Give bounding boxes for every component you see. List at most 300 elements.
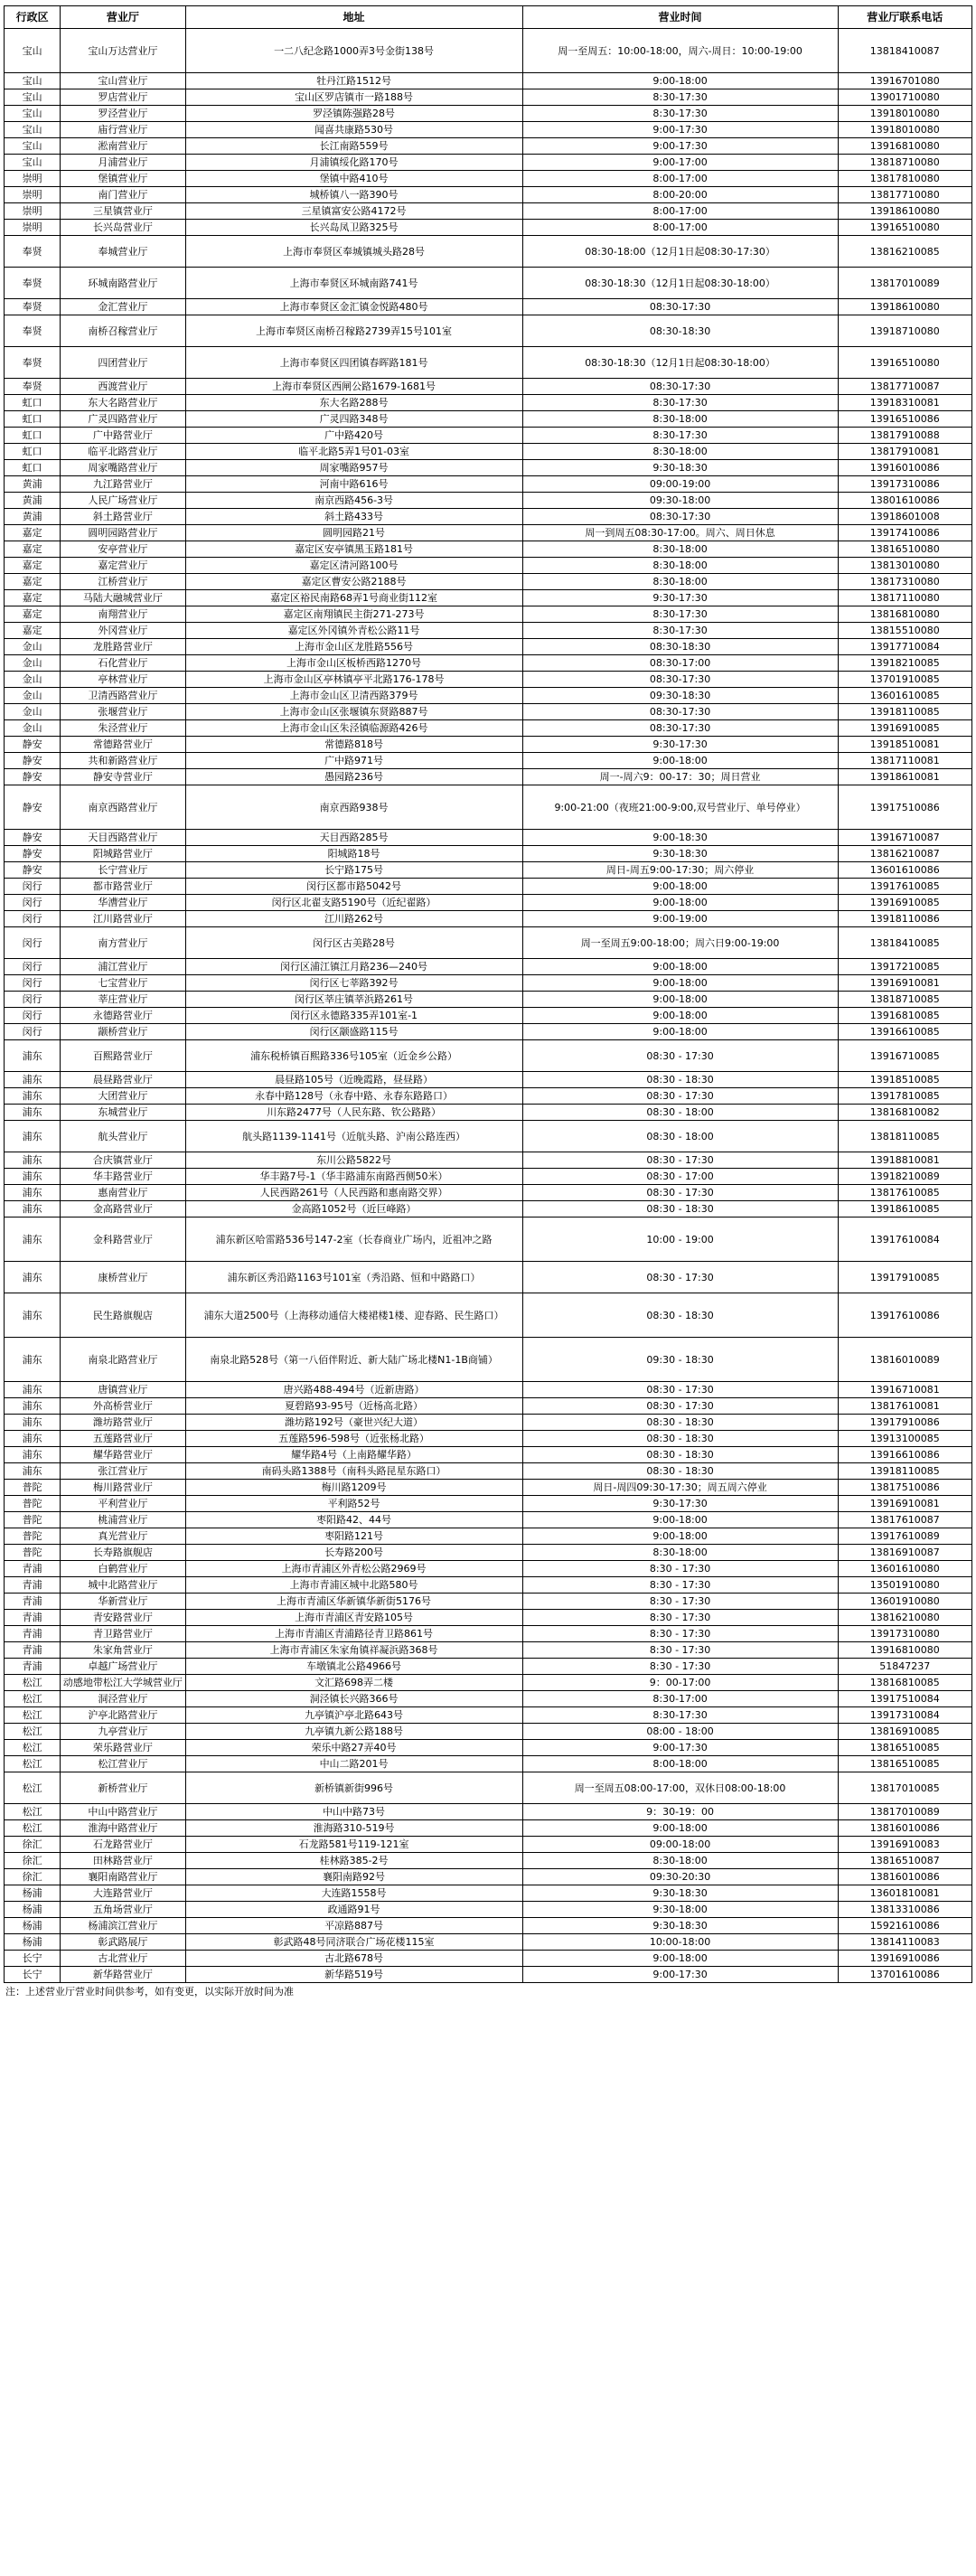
cell-address: 闵行区莘庄镇莘浜路261号 <box>185 992 522 1008</box>
cell-address: 襄阳南路92号 <box>185 1869 522 1885</box>
cell-address: 金高路1052号（近巨峰路） <box>185 1201 522 1217</box>
cell-hours: 9:00-17:30 <box>522 138 838 155</box>
cell-phone: 13918210085 <box>838 655 971 672</box>
cell-branch: 航头营业厅 <box>61 1121 185 1152</box>
cell-hours: 9:30-17:30 <box>522 590 838 606</box>
cell-address: 夏碧路93-95号（近杨高北路） <box>185 1398 522 1415</box>
cell-phone: 13917810085 <box>838 1088 971 1105</box>
cell-phone: 13817310080 <box>838 574 971 590</box>
cell-phone: 13917610089 <box>838 1528 971 1545</box>
cell-phone: 13916910081 <box>838 1496 971 1512</box>
cell-hours: 08:30-18:30（12月1日起08:30-18:00） <box>522 268 838 299</box>
cell-hours: 08:30-18:30 <box>522 315 838 347</box>
cell-phone: 13918310081 <box>838 395 971 411</box>
cell-district: 静安 <box>5 753 61 769</box>
cell-address: 嘉定区南翔镇民主街271-273号 <box>185 606 522 623</box>
cell-hours: 8:30-17:30 <box>522 606 838 623</box>
cell-address: 上海市金山区龙胜路556号 <box>185 639 522 655</box>
cell-hours: 8:30-18:00 <box>522 1853 838 1869</box>
cell-district: 宝山 <box>5 106 61 122</box>
table-row <box>5 395 972 411</box>
cell-address: 宝山区罗店镇市一路188号 <box>185 89 522 106</box>
table-row <box>5 959 972 975</box>
cell-phone: 13917510086 <box>838 785 971 830</box>
cell-hours: 08:30 - 18:00 <box>522 1121 838 1152</box>
cell-branch: 新华路营业厅 <box>61 1967 185 1983</box>
cell-branch: 斜土路营业厅 <box>61 509 185 525</box>
table-row <box>5 1415 972 1431</box>
cell-district: 杨浦 <box>5 1918 61 1934</box>
table-row <box>5 590 972 606</box>
cell-hours: 08:30-18:00（12月1日起08:30-17:30） <box>522 236 838 268</box>
cell-phone: 13916701080 <box>838 73 971 89</box>
cell-address: 上海市青浦区外青松公路2969号 <box>185 1561 522 1577</box>
table-row <box>5 29 972 73</box>
cell-hours: 8:30-18:00 <box>522 541 838 558</box>
cell-phone: 13916610086 <box>838 1447 971 1463</box>
cell-phone: 13916710081 <box>838 1382 971 1398</box>
cell-address: 九亭镇沪亭北路643号 <box>185 1707 522 1724</box>
cell-address: 古北路678号 <box>185 1951 522 1967</box>
table-row <box>5 1480 972 1496</box>
cell-district: 杨浦 <box>5 1902 61 1918</box>
cell-hours: 8:30 - 17:30 <box>522 1626 838 1642</box>
table-row <box>5 1072 972 1088</box>
cell-hours: 9:30-18:30 <box>522 1918 838 1934</box>
cell-phone: 13917610084 <box>838 1217 971 1262</box>
cell-district: 浦东 <box>5 1217 61 1262</box>
cell-district: 徐汇 <box>5 1837 61 1853</box>
cell-phone: 13916010086 <box>838 460 971 476</box>
table-row <box>5 623 972 639</box>
table-header-row <box>5 6 972 29</box>
cell-branch: 新桥营业厅 <box>61 1772 185 1804</box>
cell-district: 普陀 <box>5 1528 61 1545</box>
cell-address: 上海市金山区朱泾镇临源路426号 <box>185 720 522 737</box>
cell-district: 静安 <box>5 785 61 830</box>
cell-hours: 8:30 - 17:30 <box>522 1561 838 1577</box>
cell-hours: 10:00 - 19:00 <box>522 1217 838 1262</box>
cell-address: 中山二路201号 <box>185 1756 522 1772</box>
table-row <box>5 830 972 846</box>
cell-hours: 9:30-17:30 <box>522 1496 838 1512</box>
cell-phone: 13815510080 <box>838 623 971 639</box>
cell-phone: 13817010089 <box>838 268 971 299</box>
cell-address: 江川路262号 <box>185 911 522 927</box>
cell-hours: 9:00-18:00 <box>522 73 838 89</box>
table-row <box>5 122 972 138</box>
cell-address: 浦东大道2500号（上海移动通信大楼裙楼1楼、迎春路、民生路口） <box>185 1293 522 1338</box>
cell-hours: 9:00-18:00 <box>522 992 838 1008</box>
cell-hours: 10:00-18:00 <box>522 1934 838 1951</box>
cell-phone: 13916510086 <box>838 411 971 428</box>
cell-phone: 13916510080 <box>838 220 971 236</box>
cell-hours: 09:00-18:00 <box>522 1837 838 1853</box>
cell-phone: 13918610081 <box>838 769 971 785</box>
table-row <box>5 879 972 895</box>
cell-hours: 9:00-18:00 <box>522 1951 838 1967</box>
cell-phone: 13817710087 <box>838 379 971 395</box>
cell-district: 闵行 <box>5 879 61 895</box>
cell-phone: 13918510081 <box>838 737 971 753</box>
table-row <box>5 1951 972 1967</box>
cell-district: 青浦 <box>5 1610 61 1626</box>
table-row <box>5 236 972 268</box>
cell-address: 罗泾镇陈强路28号 <box>185 106 522 122</box>
cell-branch: 静安寺营业厅 <box>61 769 185 785</box>
cell-phone: 13917510084 <box>838 1691 971 1707</box>
cell-branch: 白鹤营业厅 <box>61 1561 185 1577</box>
cell-district: 虹口 <box>5 395 61 411</box>
cell-phone: 13501910080 <box>838 1577 971 1594</box>
cell-hours: 8:30-17:30 <box>522 395 838 411</box>
cell-branch: 七宝营业厅 <box>61 975 185 992</box>
cell-address: 长江南路559号 <box>185 138 522 155</box>
table-row <box>5 1853 972 1869</box>
cell-hours: 09:30-20:30 <box>522 1869 838 1885</box>
cell-district: 浦东 <box>5 1088 61 1105</box>
cell-branch: 长寿路旗舰店 <box>61 1545 185 1561</box>
table-row <box>5 1217 972 1262</box>
cell-phone: 13916710087 <box>838 830 971 846</box>
cell-address: 上海市青浦区青浦路径青卫路861号 <box>185 1626 522 1642</box>
cell-district: 宝山 <box>5 73 61 89</box>
cell-district: 静安 <box>5 830 61 846</box>
cell-address: 天目西路285号 <box>185 830 522 846</box>
cell-phone: 13814110083 <box>838 1934 971 1951</box>
cell-phone: 13918610080 <box>838 203 971 220</box>
cell-phone: 13816010086 <box>838 1869 971 1885</box>
cell-district: 浦东 <box>5 1415 61 1431</box>
cell-phone: 13817710080 <box>838 187 971 203</box>
cell-branch: 梅川路营业厅 <box>61 1480 185 1496</box>
table-header <box>5 6 972 29</box>
cell-address: 月浦镇绥化路170号 <box>185 155 522 171</box>
cell-district: 浦东 <box>5 1382 61 1398</box>
cell-address: 嘉定区裕民南路68弄1号商业街112室 <box>185 590 522 606</box>
cell-branch: 松江营业厅 <box>61 1756 185 1772</box>
table-row <box>5 1707 972 1724</box>
cell-district: 青浦 <box>5 1642 61 1659</box>
cell-phone: 13601610085 <box>838 688 971 704</box>
cell-address: 上海市金山区亭林镇亭平北路176-178号 <box>185 672 522 688</box>
cell-phone: 13817610081 <box>838 1398 971 1415</box>
cell-address: 闵行区北翟支路5190号（近纪翟路） <box>185 895 522 911</box>
cell-branch: 长宁营业厅 <box>61 862 185 879</box>
table-row <box>5 1496 972 1512</box>
cell-phone: 13701910085 <box>838 672 971 688</box>
cell-hours: 08:30 - 17:30 <box>522 1185 838 1201</box>
cell-address: 嘉定区外冈镇外青松公路11号 <box>185 623 522 639</box>
table-row <box>5 672 972 688</box>
cell-hours: 8:30-17:30 <box>522 1707 838 1724</box>
cell-hours: 周日-周五9:00-17:30；周六停业 <box>522 862 838 879</box>
cell-hours: 8:00-17:00 <box>522 203 838 220</box>
table-row <box>5 655 972 672</box>
cell-phone: 13816210085 <box>838 236 971 268</box>
cell-branch: 青卫路营业厅 <box>61 1626 185 1642</box>
cell-hours: 8:00-17:00 <box>522 220 838 236</box>
cell-address: 九亭镇九新公路188号 <box>185 1724 522 1740</box>
cell-district: 金山 <box>5 655 61 672</box>
cell-phone: 13917610086 <box>838 1293 971 1338</box>
cell-address: 车墩镇北公路4966号 <box>185 1659 522 1675</box>
cell-address: 上海市奉贤区奉城镇城头路28号 <box>185 236 522 268</box>
cell-phone: 13917910085 <box>838 1262 971 1293</box>
cell-address: 广中路971号 <box>185 753 522 769</box>
table-row <box>5 138 972 155</box>
cell-branch: 金汇营业厅 <box>61 299 185 315</box>
cell-district: 静安 <box>5 862 61 879</box>
cell-address: 南京西路456-3号 <box>185 493 522 509</box>
table-row <box>5 1691 972 1707</box>
cell-district: 嘉定 <box>5 606 61 623</box>
cell-branch: 临平北路营业厅 <box>61 444 185 460</box>
cell-hours: 08:30 - 18:30 <box>522 1072 838 1088</box>
cell-phone: 13816510085 <box>838 1740 971 1756</box>
cell-phone: 13918610080 <box>838 299 971 315</box>
table-row <box>5 525 972 541</box>
cell-district: 浦东 <box>5 1121 61 1152</box>
cell-phone: 13916910083 <box>838 1837 971 1853</box>
cell-address: 桂林路385-2号 <box>185 1853 522 1869</box>
table-row <box>5 1088 972 1105</box>
cell-branch: 南门营业厅 <box>61 187 185 203</box>
cell-district: 奉贤 <box>5 315 61 347</box>
cell-phone: 13817510086 <box>838 1480 971 1496</box>
cell-address: 梅川路1209号 <box>185 1480 522 1496</box>
cell-district: 浦东 <box>5 1431 61 1447</box>
table-row <box>5 493 972 509</box>
cell-hours: 9:00-18:00 <box>522 1820 838 1837</box>
cell-branch: 共和新路营业厅 <box>61 753 185 769</box>
cell-hours: 8:30-18:00 <box>522 558 838 574</box>
table-row <box>5 106 972 122</box>
cell-hours: 8:30-18:00 <box>522 574 838 590</box>
table-row <box>5 1626 972 1642</box>
cell-hours: 9:00-18:00 <box>522 1008 838 1024</box>
cell-branch: 人民广场营业厅 <box>61 493 185 509</box>
cell-phone: 13916910085 <box>838 895 971 911</box>
table-row <box>5 1577 972 1594</box>
cell-address: 新桥镇新街996号 <box>185 1772 522 1804</box>
table-row <box>5 1463 972 1480</box>
cell-phone: 13701610086 <box>838 1967 971 1983</box>
table-row <box>5 187 972 203</box>
column-header-branch: 营业厅 <box>61 6 185 29</box>
table-row <box>5 975 972 992</box>
cell-hours: 8:30 - 17:30 <box>522 1659 838 1675</box>
table-row <box>5 268 972 299</box>
cell-hours: 08:30-17:30 <box>522 299 838 315</box>
table-row <box>5 927 972 959</box>
cell-branch: 九亭营业厅 <box>61 1724 185 1740</box>
cell-district: 浦东 <box>5 1040 61 1072</box>
cell-address: 广灵四路348号 <box>185 411 522 428</box>
cell-district: 浦东 <box>5 1398 61 1415</box>
cell-phone: 13818410085 <box>838 927 971 959</box>
cell-address: 枣阳路121号 <box>185 1528 522 1545</box>
cell-phone: 13816910085 <box>838 1724 971 1740</box>
table-row <box>5 1756 972 1772</box>
cell-address: 东大名路288号 <box>185 395 522 411</box>
cell-address: 东川公路5822号 <box>185 1152 522 1169</box>
cell-branch: 朱泾营业厅 <box>61 720 185 737</box>
cell-phone: 13813010080 <box>838 558 971 574</box>
table-row <box>5 720 972 737</box>
cell-district: 浦东 <box>5 1169 61 1185</box>
table-row <box>5 1105 972 1121</box>
cell-district: 嘉定 <box>5 574 61 590</box>
cell-hours: 08:30 - 18:30 <box>522 1201 838 1217</box>
cell-branch: 三星镇营业厅 <box>61 203 185 220</box>
cell-hours: 9:00-17:30 <box>522 1967 838 1983</box>
cell-phone: 13918110085 <box>838 704 971 720</box>
cell-district: 长宁 <box>5 1951 61 1967</box>
cell-branch: 常德路营业厅 <box>61 737 185 753</box>
cell-branch: 罗泾营业厅 <box>61 106 185 122</box>
table-row <box>5 1594 972 1610</box>
cell-address: 三星镇富安公路4172号 <box>185 203 522 220</box>
cell-hours: 8:30 - 17:30 <box>522 1594 838 1610</box>
table-row <box>5 379 972 395</box>
table-row <box>5 1121 972 1152</box>
cell-district: 闵行 <box>5 992 61 1008</box>
cell-hours: 9:00-18:30 <box>522 830 838 846</box>
cell-district: 金山 <box>5 672 61 688</box>
cell-district: 嘉定 <box>5 623 61 639</box>
cell-branch: 动感地带松江大学城营业厅 <box>61 1675 185 1691</box>
cell-phone: 13817610085 <box>838 1185 971 1201</box>
table-row <box>5 1837 972 1853</box>
column-header-hours: 营业时间 <box>522 6 838 29</box>
table-row <box>5 1185 972 1201</box>
cell-phone: 13918710080 <box>838 315 971 347</box>
cell-branch: 奉城营业厅 <box>61 236 185 268</box>
cell-branch: 安亭营业厅 <box>61 541 185 558</box>
cell-address: 临平北路5弄1号01-03室 <box>185 444 522 460</box>
cell-hours: 周一至周五：10:00-18:00，周六-周日：10:00-19:00 <box>522 29 838 73</box>
cell-branch: 大团营业厅 <box>61 1088 185 1105</box>
cell-phone: 13817910081 <box>838 444 971 460</box>
cell-hours: 9:00-18:00 <box>522 895 838 911</box>
cell-phone: 13917310084 <box>838 1707 971 1724</box>
cell-hours: 9:00-18:00 <box>522 959 838 975</box>
cell-phone: 13918010080 <box>838 122 971 138</box>
cell-hours: 08:30 - 17:30 <box>522 1262 838 1293</box>
cell-branch: 潍坊路营业厅 <box>61 1415 185 1431</box>
cell-address: 平利路52号 <box>185 1496 522 1512</box>
cell-branch: 永德路营业厅 <box>61 1008 185 1024</box>
table-body <box>5 29 972 1983</box>
table-row <box>5 737 972 753</box>
cell-hours: 9:00-18:00 <box>522 1528 838 1545</box>
cell-district: 宝山 <box>5 155 61 171</box>
cell-phone: 13817010085 <box>838 1772 971 1804</box>
table-row <box>5 509 972 525</box>
cell-phone: 13816510085 <box>838 1756 971 1772</box>
table-row <box>5 1201 972 1217</box>
cell-district: 金山 <box>5 704 61 720</box>
cell-hours: 9:30-17:30 <box>522 737 838 753</box>
cell-hours: 08:30 - 18:00 <box>522 1105 838 1121</box>
cell-branch: 耀华路营业厅 <box>61 1447 185 1463</box>
cell-district: 崇明 <box>5 203 61 220</box>
cell-district: 松江 <box>5 1772 61 1804</box>
table-row <box>5 1934 972 1951</box>
cell-branch: 康桥营业厅 <box>61 1262 185 1293</box>
table-row <box>5 895 972 911</box>
cell-district: 松江 <box>5 1691 61 1707</box>
cell-district: 浦东 <box>5 1338 61 1382</box>
cell-phone: 51847237 <box>838 1659 971 1675</box>
cell-address: 人民西路261号（人民西路和惠南路交界） <box>185 1185 522 1201</box>
table-row <box>5 639 972 655</box>
cell-branch: 四团营业厅 <box>61 347 185 379</box>
cell-district: 闵行 <box>5 959 61 975</box>
cell-address: 斜土路433号 <box>185 509 522 525</box>
cell-branch: 卫清西路营业厅 <box>61 688 185 704</box>
cell-address: 五莲路596-598号（近张杨北路） <box>185 1431 522 1447</box>
table-row <box>5 1724 972 1740</box>
cell-address: 堡镇中路410号 <box>185 171 522 187</box>
cell-district: 青浦 <box>5 1561 61 1577</box>
cell-district: 闵行 <box>5 1008 61 1024</box>
cell-branch: 莘庄营业厅 <box>61 992 185 1008</box>
cell-address: 上海市金山区板桥西路1270号 <box>185 655 522 672</box>
cell-branch: 大连路营业厅 <box>61 1885 185 1902</box>
cell-address: 上海市青浦区城中北路580号 <box>185 1577 522 1594</box>
cell-address: 浦东新区哈雷路536号147-2室（长春商业广场内，近祖冲之路 <box>185 1217 522 1262</box>
cell-phone: 13816010086 <box>838 1820 971 1837</box>
cell-district: 松江 <box>5 1820 61 1837</box>
cell-hours: 周一到周五08:30-17:00。周六、周日休息 <box>522 525 838 541</box>
cell-district: 普陀 <box>5 1496 61 1512</box>
cell-phone: 13917710084 <box>838 639 971 655</box>
cell-branch: 张江营业厅 <box>61 1463 185 1480</box>
cell-district: 崇明 <box>5 171 61 187</box>
cell-hours: 8:30 - 17:30 <box>522 1610 838 1626</box>
cell-hours: 周一至周五08:00-17:00，双休日08:00-18:00 <box>522 1772 838 1804</box>
cell-hours: 9：00-17:00 <box>522 1675 838 1691</box>
cell-branch: 嘉定营业厅 <box>61 558 185 574</box>
cell-branch: 龙胜路营业厅 <box>61 639 185 655</box>
cell-phone: 13916910085 <box>838 720 971 737</box>
cell-address: 政通路91号 <box>185 1902 522 1918</box>
cell-branch: 江川路营业厅 <box>61 911 185 927</box>
cell-district: 徐汇 <box>5 1853 61 1869</box>
cell-hours: 8:30-18:00 <box>522 1545 838 1561</box>
table-row <box>5 1967 972 1983</box>
table-row <box>5 1740 972 1756</box>
table-row <box>5 1382 972 1398</box>
cell-branch: 西渡营业厅 <box>61 379 185 395</box>
cell-address: 闻喜共康路530号 <box>185 122 522 138</box>
cell-hours: 8:00-17:00 <box>522 171 838 187</box>
cell-branch: 唐镇营业厅 <box>61 1382 185 1398</box>
cell-hours: 8:00-18:00 <box>522 1756 838 1772</box>
cell-phone: 13818110085 <box>838 1121 971 1152</box>
cell-district: 虹口 <box>5 411 61 428</box>
cell-address: 愚园路236号 <box>185 769 522 785</box>
column-header-phone: 营业厅联系电话 <box>838 6 971 29</box>
cell-address: 南码头路1388号（南科头路昆星东路口） <box>185 1463 522 1480</box>
cell-district: 普陀 <box>5 1480 61 1496</box>
cell-phone: 13816810085 <box>838 1675 971 1691</box>
cell-phone: 13817910088 <box>838 428 971 444</box>
cell-branch: 外冈营业厅 <box>61 623 185 639</box>
cell-hours: 9:00-17:30 <box>522 122 838 138</box>
